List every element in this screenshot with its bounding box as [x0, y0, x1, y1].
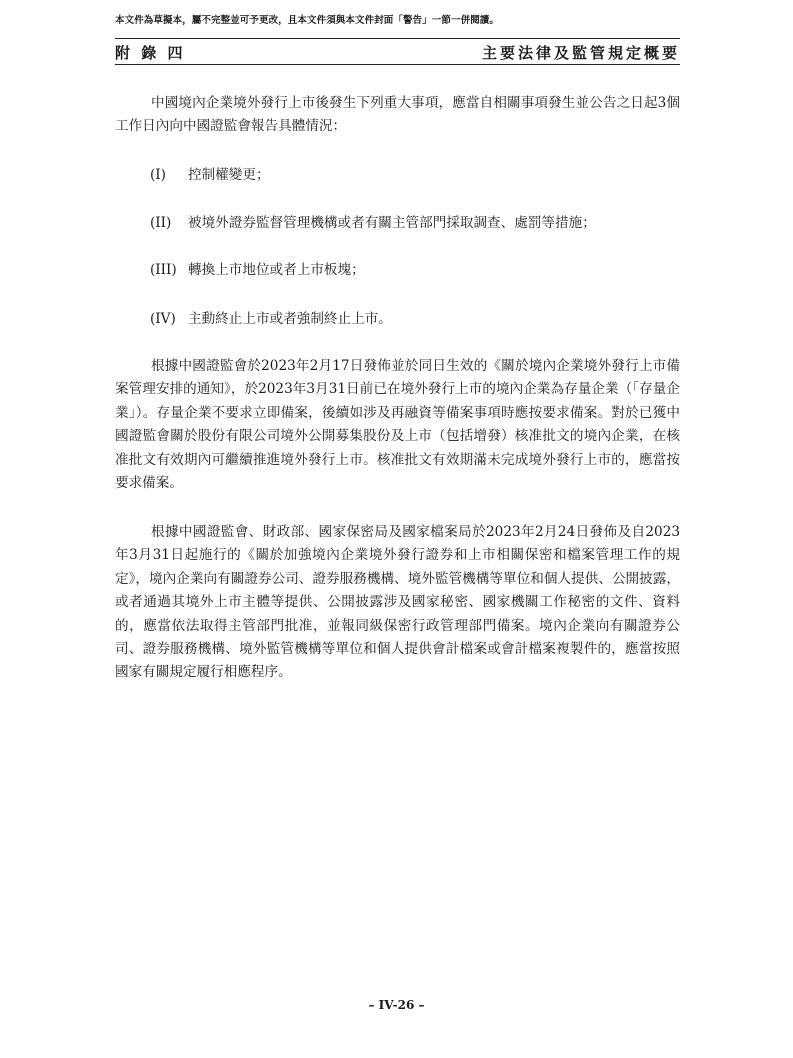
list-item-number: (III) — [150, 262, 177, 278]
list-item-text: 被境外證券監督管理機構或者有關主管部門採取調查、處罰等措施； — [188, 215, 596, 231]
intro-paragraph: 中國境內企業境外發行上市後發生下列重大事項，應當自相關事項發生並公告之日起3個工作日內向中國證監會報告具體情況： — [115, 95, 680, 135]
draft-warning-notice: 本文件為草擬本，屬不完整並可予更改，且本文件須與本文件封面「警告」一節一併閱讀。 — [115, 15, 500, 26]
section-title: 主要法律及監管規定概要 — [481, 44, 680, 62]
header-top-rule — [115, 38, 680, 39]
list-item — [150, 308, 392, 330]
list-item-number: (IV) — [150, 311, 176, 327]
header-bottom-rule — [115, 64, 680, 65]
list-item — [150, 164, 270, 186]
page-number: – IV-26 – — [368, 998, 425, 1012]
filing-notice-paragraph: 根據中國證監會於2023年2月17日發佈並於同日生效的《關於境內企業境外發行上市備案管理安排的通知》，於2023年3月31日前已在境外發行上市的境內企業為存量企業（「存量企業」）。存量企業不要求立即備案，後續如涉及再融資等備案事項時應按要求備案。對於已獲中國證監會關於股份有限公司境外公開募集股份及上市（包括增發）核准批文的境內企業，在核准批文有效期內可繼續推進境外發行上市。核准批文有效期滿未完成境外發行上市的，應當按要求備案。 — [115, 358, 680, 492]
confidentiality-paragraph: 根據中國證監會、財政部、國家保密局及國家檔案局於2023年2月24日發佈及自2023年3月31日起施行的《關於加強境內企業境外發行證券和上市相關保密和檔案管理工作的規定》，境內企業向有關證券公司、證券服務機構、境外監管機構等單位和個人提供、公開披露，或者通過其境外上市主體等提供、公開披露涉及國家秘密、國家機關工作秘密的文件、資料的，應當依法取得主管部門批准，並報同級保密行政管理部門備案。境內企業向有關證券公司、證券服務機構、境外監管機構等單位和個人提供會計檔案或會計檔案複製件的，應當按照國家有關規定履行相應程序。 — [115, 524, 680, 681]
list-item-text: 轉換上市地位或者上市板塊； — [188, 262, 365, 278]
list-item-text: 控制權變更； — [188, 167, 270, 183]
list-item-number: (II) — [150, 215, 172, 231]
appendix-label: 附 錄 四 — [115, 44, 186, 62]
list-item-number: (I) — [150, 167, 166, 183]
list-item-text: 主動終止上市或者強制終止上市。 — [188, 311, 392, 327]
list-item — [150, 212, 596, 234]
list-item — [150, 259, 365, 281]
